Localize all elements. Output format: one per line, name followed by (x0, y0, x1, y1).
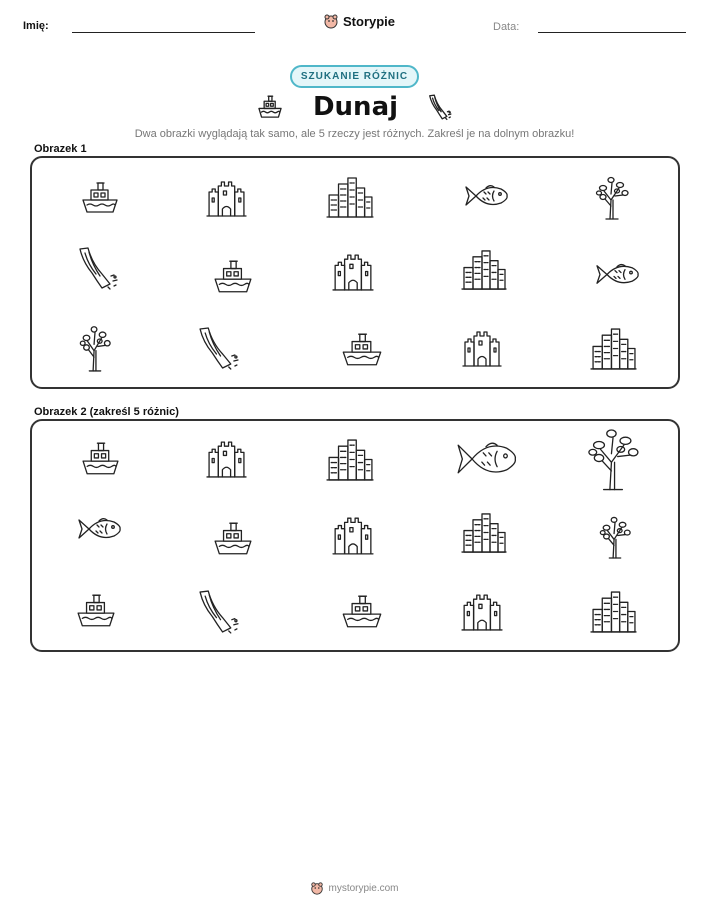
activity-badge: SZUKANIE RÓŻNIC (290, 65, 419, 88)
picture-2-city-icon (326, 437, 374, 482)
picture-1-castle-icon (206, 178, 247, 218)
picture-2-boat-icon (212, 520, 254, 558)
picture-2-boat-icon[interactable] (75, 592, 117, 630)
storypie-mascot-icon (310, 881, 324, 895)
picture-1-city-icon (461, 248, 507, 291)
title-boat-icon (257, 94, 283, 120)
name-field-line[interactable] (72, 32, 255, 33)
picture-1-boat-icon (340, 331, 384, 369)
picture-2-castle-icon (461, 591, 503, 632)
footer-site[interactable]: mystorypie.com (328, 882, 399, 894)
picture-2-boat-icon (80, 440, 121, 478)
picture-2-city-icon (461, 511, 507, 554)
picture-1-tree-icon (594, 174, 630, 220)
date-field-line[interactable] (538, 32, 686, 33)
picture-2-fish-icon[interactable] (76, 514, 122, 544)
picture-1-boat-icon (80, 180, 120, 216)
picture-2-castle-icon (332, 514, 374, 556)
panel-1-label: Obrazek 1 (34, 143, 87, 155)
picture-2-fish-icon[interactable] (454, 436, 518, 482)
picture-2-waterfall-icon (197, 589, 240, 634)
title-waterfall-icon (428, 94, 452, 120)
panel-2-label: Obrazek 2 (zakreśl 5 różnic) (34, 406, 179, 418)
date-label: Data: (493, 21, 520, 33)
picture-2-tree-icon[interactable] (598, 514, 632, 559)
name-label: Imię: (23, 20, 49, 32)
instructions: Dwa obrazki wyglądają tak samo, ale 5 rzeczy jest różnych. Zakreśl je na dolnym obrazku! (134, 128, 575, 140)
picture-1-castle-icon (462, 328, 502, 368)
footer (310, 881, 398, 895)
picture-1-city-icon (326, 175, 374, 219)
picture-1-waterfall-icon (197, 326, 240, 370)
picture-1-fish-icon (594, 260, 640, 289)
picture-2-boat-icon (340, 593, 384, 631)
brand-logo (323, 13, 395, 29)
picture-1-waterfall-icon (77, 246, 119, 290)
picture-2-tree-icon[interactable] (585, 425, 641, 491)
picture-1-tree-icon (78, 323, 112, 372)
picture-2-castle-icon (206, 438, 247, 479)
picture-1-fish-icon (463, 181, 509, 211)
storypie-mascot-icon (323, 13, 339, 29)
picture-1-boat-icon (212, 258, 254, 296)
picture-2-city-icon (590, 589, 637, 634)
picture-1-castle-icon (332, 251, 374, 292)
page-title: Dunaj (312, 92, 399, 122)
brand-name: Storypie (343, 13, 396, 29)
picture-1-city-icon (590, 326, 637, 371)
